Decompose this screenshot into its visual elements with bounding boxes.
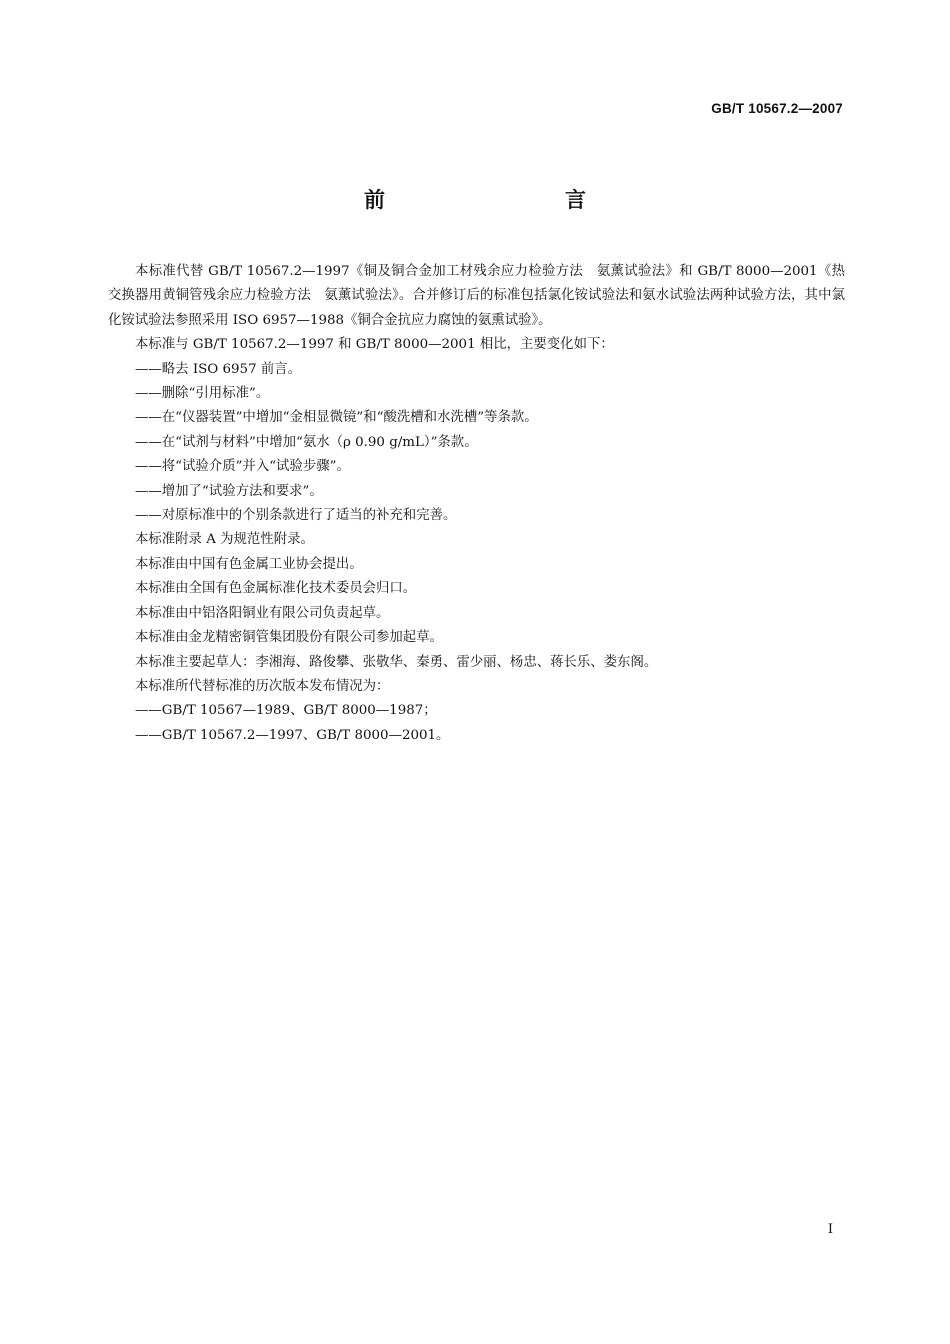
page-number: I <box>827 1222 833 1237</box>
list-item-change: ——对原标准中的个别条款进行了适当的补充和完善。 <box>135 508 457 524</box>
list-item-change: ——增加了“试验方法和要求”。 <box>135 483 323 499</box>
page-title: 前 言 <box>364 188 632 212</box>
paragraph-replacement-notice: 本标准代替 GB/T 10567.2—1997《铜及铜合金加工材残余应力检验方法 氨薰试验法》和 GB/T 8000—2001《热交换器用黄铜管残余应力检验方法 氨薰试验法》。合并修订后的标准包括氯化铵试验法和氨水试验法两种试验方法，其中氯化铵试验法参照采用 ISO 6957—1988《铜合金抗应力腐蚀的氨熏试验》。 <box>108 264 845 328</box>
standard-code-header: GB/T 10567.2—2007 <box>711 101 843 116</box>
list-item-change: ——略去 ISO 6957 前言。 <box>135 361 302 377</box>
paragraph-changes-intro: 本标准与 GB/T 10567.2—1997 和 GB/T 8000—2001 相比，主要变化如下： <box>135 337 614 353</box>
paragraph-history-intro: 本标准所代替标准的历次版本发布情况为： <box>135 678 390 694</box>
list-item-change: ——将“试验介质”并入“试验步骤”。 <box>135 459 350 475</box>
paragraph-appendix: 本标准附录 A 为规范性附录。 <box>135 532 314 548</box>
paragraph-drafters: 本标准主要起草人：李湘海、路俊攀、张敬华、秦勇、雷少丽、杨忠、蒋长乐、娄东阁。 <box>135 654 658 670</box>
list-item-history: ——GB/T 10567.2—1997、GB/T 8000—2001。 <box>135 727 450 743</box>
list-item-change: ——在“仪器装置”中增加“金相显微镜”和“酸洗槽和水洗槽”等条款。 <box>135 410 538 426</box>
paragraph-participating-org: 本标准由金龙精密铜管集团股份有限公司参加起草。 <box>135 630 443 646</box>
list-item-change: ——在“试剂与材料”中增加“氨水（ρ 0.90 g/mL）”条款。 <box>135 434 478 450</box>
paragraph-administrator: 本标准由全国有色金属标准化技术委员会归口。 <box>135 581 417 597</box>
paragraph-drafting-org: 本标准由中铝洛阳铜业有限公司负责起草。 <box>135 605 390 621</box>
list-item-change: ——删除“引用标准”。 <box>135 386 270 402</box>
foreword-body <box>108 260 845 748</box>
list-item-history: ——GB/T 10567—1989、GB/T 8000—1987； <box>135 703 437 719</box>
paragraph-proposer: 本标准由中国有色金属工业协会提出。 <box>135 556 363 572</box>
